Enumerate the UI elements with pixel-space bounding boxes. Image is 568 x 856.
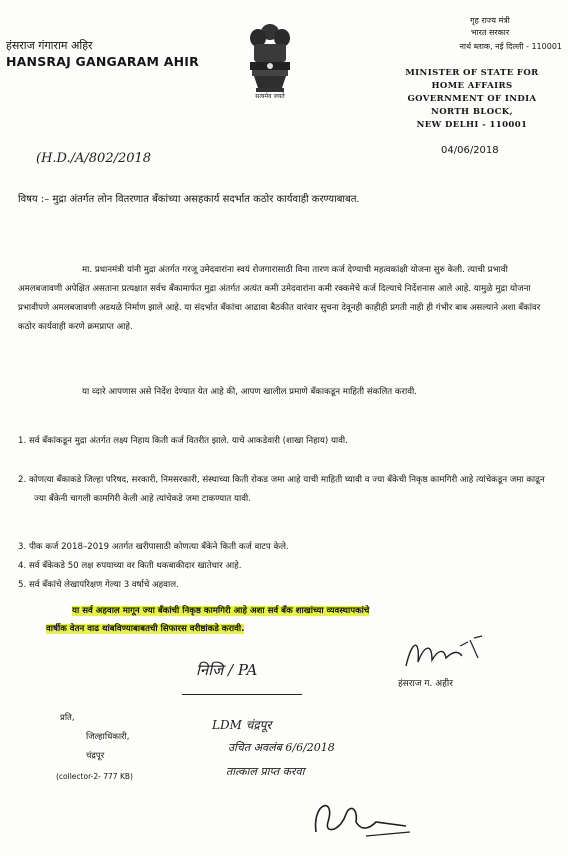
- point-number: 3.: [18, 542, 27, 552]
- highlighted-line-2: [46, 622, 244, 634]
- ministry-english-line-1: MINISTER OF STATE FOR: [405, 68, 539, 78]
- body-paragraph-2: या व्दारे आपणास असे निर्देश देण्यात येत आहे की, आपण खालील प्रमाणे बँकाकडून माहिती संकलित करावी.: [82, 387, 417, 397]
- highlighted-line-1: [72, 604, 369, 616]
- handwritten-endorsement-3: तात्काल प्राप्त करवा: [226, 765, 305, 778]
- point-text: पीक कर्ज 2018–2019 अतर्गत खरीपासाठी कोणत्या बँकेने किती कर्ज वाटप केले.: [28, 542, 289, 552]
- ministry-hindi-line-1: गृह राज्य मंत्री: [470, 16, 510, 25]
- point-number: 5.: [18, 580, 27, 590]
- highlight-text: वार्षीक वेतन वाढ थांबविण्याबाबतची सिफारस वरीष्ठांकडे करावी.: [46, 624, 245, 634]
- recipient-label: प्रति,: [60, 713, 75, 723]
- ministry-english-line-2: HOME AFFAIRS: [431, 81, 513, 91]
- point-text: सर्व बँकांचे लेखापरिक्षण गेल्या 3 वर्षाचे अहवाल.: [28, 580, 179, 590]
- ministry-english-line-3: GOVERNMENT OF INDIA: [407, 94, 537, 104]
- point-item-1: [18, 432, 554, 451]
- sender-name-hindi: हंसराज गंगाराम अहिर: [6, 39, 93, 52]
- body-paragraph-1: मा. प्रधानमंत्री यांनी मुद्रा अंतर्गत गरजू उमेदवारांना स्वयं रोजगारासाठी विना तारण कर्ज देण्याची महत्वकांक्षी योजना सुरु केली. त्याची प्रभावी अमलबजावणी अपेक्षित असताना प्रत्यक्षात सर्वच बँकामार्फत मुद्रा अंतर्गत अत्यंत कमी उमेदवारांना कमी रक्कमेचे कर्ज दिल्याचे निर्देशनास आले आहे. यामुळे मुद्रा योजना प्रभावीपणे अमलबजावणी अडथळे निर्माण झाले आहे. या संदर्भात बँकांचा आढावा बैठकीत वारंवार सुचना देवूनही काहीही प्रगती नाही ही गंभीर बाब असल्याने अशा बँकांवर कठोर कार्यवाही करणे क्रमप्राप्त आहे.: [18, 265, 541, 332]
- point-item-5: [18, 576, 554, 595]
- recipient-designation: जिल्हाधिकारी,: [86, 732, 130, 742]
- point-item-2: [18, 471, 554, 509]
- underline-divider: [182, 694, 302, 695]
- handwritten-endorsement-1: LDM चंद्रपूर: [212, 718, 272, 732]
- ministry-english-line-5: NEW DELHI - 110001: [416, 120, 528, 130]
- handwritten-pa-mark: निजि / PA: [196, 661, 258, 679]
- handwritten-endorsement-2: उचित अवलंब 6/6/2018: [228, 741, 335, 754]
- reference-number: (H.D./A/802/2018: [36, 151, 152, 166]
- emblem-caption: सत्यमेव जयते: [255, 93, 285, 100]
- point-item-3: [18, 538, 554, 557]
- sender-name-english: HANSRAJ GANGARAM AHIR: [6, 54, 199, 69]
- ministry-hindi-line-2: भारत सरकार: [470, 28, 510, 37]
- point-number: 4.: [18, 561, 27, 571]
- ministry-english-line-4: NORTH BLOCK,: [431, 107, 513, 117]
- point-text: सर्व बँकेकडे 50 लक्ष रुपयाच्या वर किती थकबाकीदार खातेधार आहे.: [28, 561, 242, 571]
- point-text: सर्व बँकांकडून मुद्रा अंतर्गत लक्ष्य निहाय किती कर्ज वितरीत झाले. याचे आकडेवारी (शाखा निहाय) यावी.: [28, 436, 348, 446]
- file-note: (collector-2- 777 KB): [56, 772, 133, 781]
- signature-scribble: [398, 632, 488, 676]
- subject-line: विषय :– मुद्रा अंतर्गत लोन वितरणात बँकांच्या असहकार्य सदर्भात कठोर कार्यवाही करण्याबाबत.: [18, 194, 360, 205]
- letter-date: 04/06/2018: [441, 145, 499, 156]
- highlight-text: या सर्व अहवाल मागून ज्या बँकांची निकृष्ठ कामगिरी आहे अशा सर्व बँक शाखांच्या व्यवस्थापकांचे: [72, 606, 370, 616]
- point-number: 1.: [18, 436, 27, 446]
- recipient-place: चंद्रपूर: [86, 751, 105, 761]
- point-text: कोणत्या बँकाकडे जिल्हा परिषद, सरकारी, निमसरकारी, संस्थाच्या किती रोकड जमा आहे याची माहिती घ्यावी व ज्या बँकेची निकृष्ठ कामगिरी आहे त्यांचेकडून जमा काढून ज्या बँकेनी चागली कामगिरी केली आहे त्यांचेकडे जमा टाकण्यात यावी.: [28, 475, 545, 504]
- point-number: 2.: [18, 475, 27, 485]
- bottom-initials-scribble: [306, 792, 416, 844]
- state-emblem-icon: [244, 18, 296, 118]
- ministry-hindi-line-3: नार्थ ब्लाक, नई दिल्ली - 110001: [459, 42, 562, 51]
- signatory-name: हंसराज ग. अहीर: [398, 679, 453, 689]
- point-item-4: [18, 557, 554, 576]
